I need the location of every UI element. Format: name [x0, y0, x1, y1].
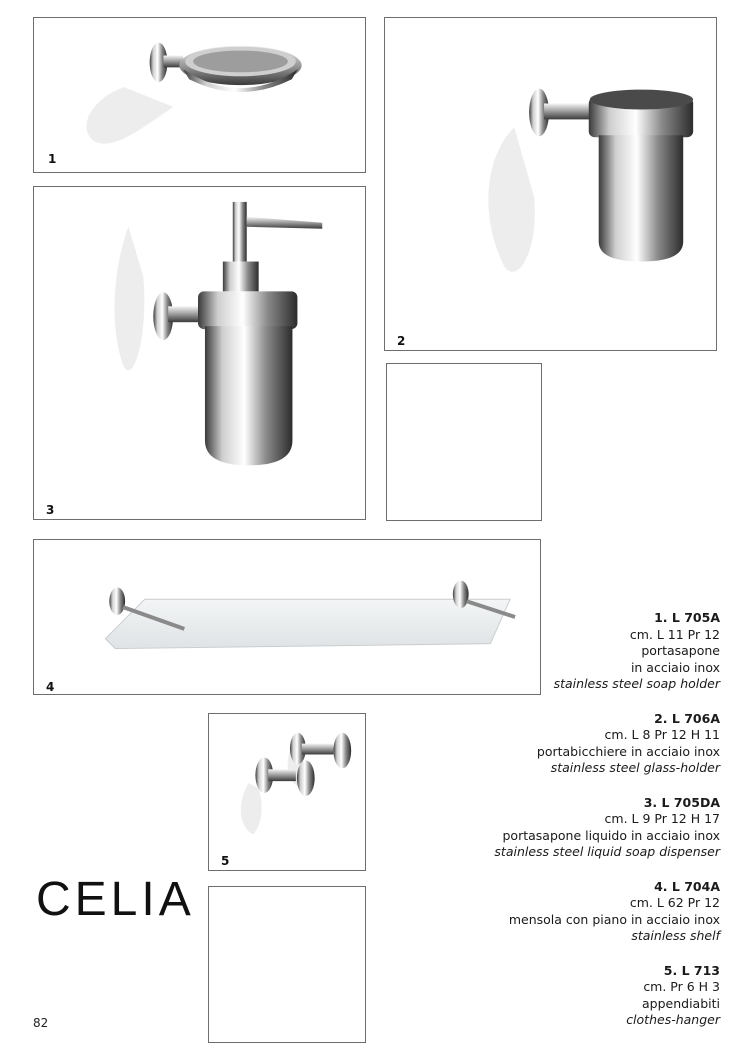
clothes-hanger-illustration: [209, 714, 365, 870]
spec-dimensions: cm. L 8 Pr 12 H 11: [604, 727, 720, 742]
spec-code: 4. L 704A: [654, 878, 720, 894]
spec-description-en: stainless steel soap holder: [553, 676, 720, 691]
soap-dispenser-illustration: [34, 187, 365, 519]
soap-holder-illustration: [34, 18, 365, 172]
spec-item-1: [400, 610, 720, 693]
product-frame-5: [208, 713, 366, 871]
product-number: 3: [46, 503, 55, 517]
spec-code: 1. L 705A: [654, 610, 720, 625]
product-frame-3: [33, 186, 366, 520]
spec-item-4: [400, 879, 720, 945]
spec-item-3: [400, 795, 720, 861]
spec-code: 2. L 706A: [654, 710, 720, 726]
spec-description-it: portabicchiere in acciaio inox: [536, 743, 720, 759]
spec-description-en: stainless steel glass-holder: [550, 760, 720, 775]
product-number: 5: [221, 854, 230, 868]
spec-item-5: [400, 963, 720, 1029]
product-number: 4: [46, 680, 55, 694]
product-frame-2: [384, 17, 717, 351]
spec-description-it: in acciaio inox: [630, 659, 720, 675]
spec-description-it: portasapone liquido in acciaio inox: [502, 827, 720, 843]
glass-holder-illustration: [385, 18, 716, 350]
product-number: 1: [48, 152, 57, 166]
empty-frame: [386, 363, 542, 521]
spec-dimensions: cm. L 62 Pr 12: [629, 895, 720, 910]
spec-description-en: stainless shelf: [631, 928, 720, 943]
spec-code: 3. L 705DA: [643, 794, 720, 810]
spec-description-it: portasapone: [641, 643, 720, 658]
product-number: 2: [397, 334, 406, 348]
product-frame-1: [33, 17, 366, 173]
spec-dimensions: cm. L 11 Pr 12: [629, 626, 720, 642]
spec-description-it: mensola con piano in acciaio inox: [508, 911, 720, 927]
empty-frame: [208, 886, 366, 1043]
spec-item-2: [400, 711, 720, 777]
spec-description-it: appendiabiti: [642, 995, 720, 1011]
page-number: 82: [33, 1016, 49, 1030]
spec-dimensions: cm. L 9 Pr 12 H 17: [604, 811, 720, 826]
spec-description-en: clothes-hanger: [626, 1012, 720, 1027]
spec-code: 5. L 713: [663, 962, 720, 978]
spec-description-en: stainless steel liquid soap dispenser: [494, 844, 720, 859]
brand-title: CELIA: [36, 873, 195, 926]
spec-dimensions: cm. Pr 6 H 3: [643, 979, 720, 994]
product-specs: [400, 610, 720, 1047]
